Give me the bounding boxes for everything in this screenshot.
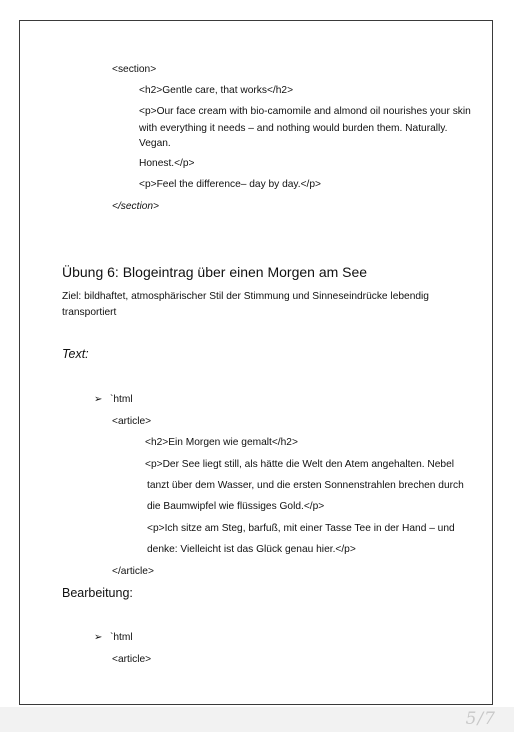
section-p1-line2: with everything it needs – and nothing would burden them. Naturally. xyxy=(139,123,448,134)
code2-article-open: <article> xyxy=(112,654,152,665)
section-p2-line: <p>Feel the difference– day by day.</p> xyxy=(139,179,321,190)
code1-p1-line3: die Baumwipfel wie flüssiges Gold.</p> xyxy=(147,501,325,512)
code1-p1-line2: tanzt über dem Wasser, und die ersten Sonnenstrahlen brechen durch xyxy=(147,480,464,491)
code1-article-close: </article> xyxy=(112,566,154,577)
code1-p2-line2: denke: Vielleicht ist das Glück genau hier.</p> xyxy=(147,544,356,555)
exercise-heading: Übung 6: Blogeintrag über einen Morgen am See xyxy=(62,264,368,280)
bearbeitung-label: Bearbeitung: xyxy=(62,586,133,600)
code1-p2-line1: <p>Ich sitze am Steg, barfuß, mit einer Tasse Tee in der Hand – und xyxy=(147,523,455,534)
section-p1-line1: <p>Our face cream with bio-camomile and almond oil nourishes your skin xyxy=(139,106,471,117)
text-label: Text: xyxy=(62,347,89,361)
page-number: 5/7 xyxy=(465,709,496,729)
code1-h2-line: <h2>Ein Morgen wie gemalt</h2> xyxy=(145,437,298,448)
section-close-tag: </section> xyxy=(112,201,160,212)
exercise-goal-line1: Ziel: bildhaftet, atmosphärischer Stil der Stimmung und Sinneseindrücke lebendig xyxy=(62,291,429,302)
section-open-tag: <section> xyxy=(112,64,157,75)
code2-fence: `html xyxy=(110,632,133,643)
section-p1-line3: Vegan. xyxy=(139,138,171,149)
section-p1-line4: Honest.</p> xyxy=(139,158,195,169)
code1-article-open: <article> xyxy=(112,416,152,427)
bullet-arrow-icon: ➢ xyxy=(94,632,103,643)
exercise-goal-line2: transportiert xyxy=(62,307,117,318)
code1-p1-line1: <p>Der See liegt still, als hätte die Welt den Atem angehalten. Nebel xyxy=(145,459,455,470)
bullet-arrow-icon: ➢ xyxy=(94,394,103,405)
section-h2-line: <h2>Gentle care, that works</h2> xyxy=(139,85,294,96)
code1-fence: `html xyxy=(110,394,133,405)
page-footer-strip xyxy=(0,707,514,732)
